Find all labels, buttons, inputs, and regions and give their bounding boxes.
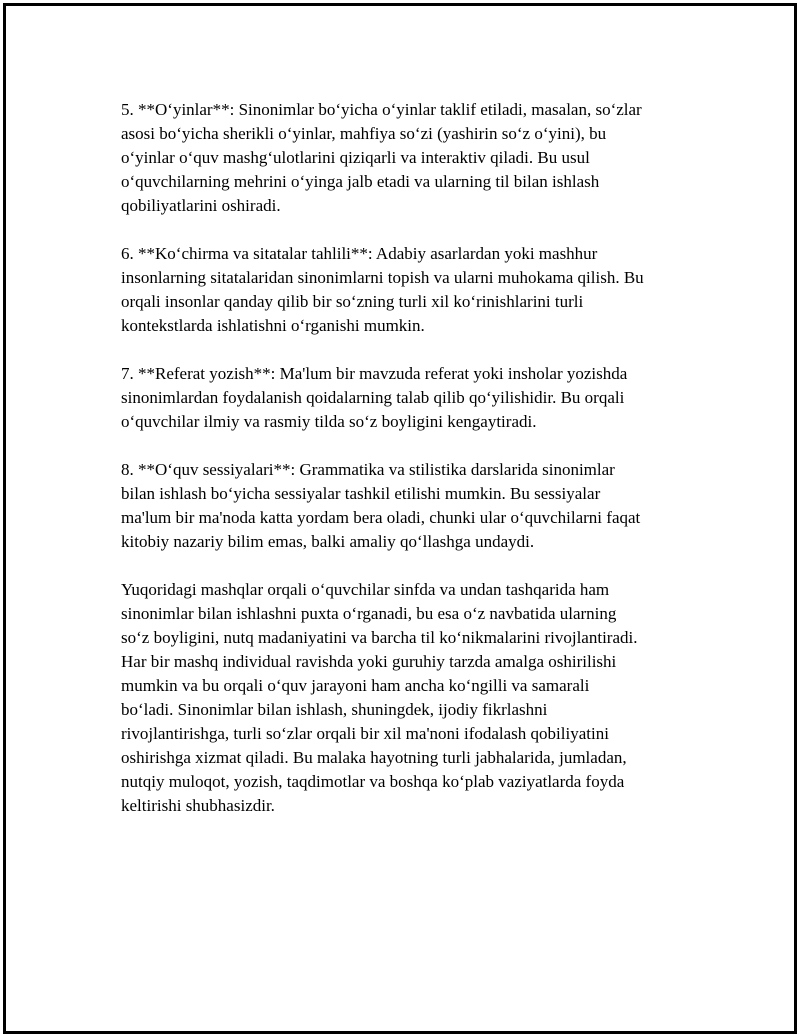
text-line: orqali insonlar qanday qilib bir so‘zning turli xil ko‘rinishlarini turli — [121, 292, 584, 311]
document-page — [3, 3, 797, 1034]
text-line: mumkin va bu orqali o‘quv jarayoni ham ancha ko‘ngilli va samarali — [121, 676, 590, 695]
text-line: oshirishga xizmat qiladi. Bu malaka hayotning turli jabhalarida, jumladan, — [121, 748, 627, 767]
text-line: nutqiy muloqot, yozish, taqdimotlar va boshqa ko‘plab vaziyatlarda foyda — [121, 772, 625, 791]
text-line: o‘quvchilar ilmiy va rasmiy tilda so‘z boyligini kengaytiradi. — [121, 412, 537, 431]
paragraph-quotes-analysis — [121, 242, 701, 338]
text-line: Yuqoridagi mashqlar orqali o‘quvchilar sinfda va undan tashqarida ham — [121, 580, 610, 599]
paragraph-conclusion — [121, 578, 701, 818]
paragraph-essay-writing — [121, 362, 701, 434]
text-line: o‘yinlar o‘quv mashg‘ulotlarini qiziqarli va interaktiv qiladi. Bu usul — [121, 148, 590, 167]
text-line: asosi bo‘yicha sherikli o‘yinlar, mahfiya so‘zi (yashirin so‘z o‘yini), bu — [121, 124, 607, 143]
paragraph-study-sessions — [121, 458, 701, 554]
document-body — [121, 98, 701, 842]
text-line: Har bir mashq individual ravishda yoki guruhiy tarzda amalga oshirilishi — [121, 652, 617, 671]
text-line: keltirishi shubhasizdir. — [121, 796, 275, 815]
text-line: 7. **Referat yozish**: Ma'lum bir mavzuda referat yoki insholar yozishda — [121, 364, 628, 383]
text-line: sinonimlardan foydalanish qoidalarning talab qilib qo‘yilishidir. Bu orqali — [121, 388, 625, 407]
text-line: kitobiy nazariy bilim emas, balki amaliy qo‘llashga undaydi. — [121, 532, 535, 551]
paragraph-games — [121, 98, 701, 218]
text-line: ma'lum bir ma'noda katta yordam bera oladi, chunki ular o‘quvchilarni faqat — [121, 508, 641, 527]
text-line: so‘z boyligini, nutq madaniyatini va barcha til ko‘nikmalarini rivojlantiradi. — [121, 628, 638, 647]
text-line: bo‘ladi. Sinonimlar bilan ishlash, shuningdek, ijodiy fikrlashni — [121, 700, 548, 719]
text-line: kontekstlarda ishlatishni o‘rganishi mumkin. — [121, 316, 425, 335]
text-line: rivojlantirishga, turli so‘zlar orqali bir xil ma'noni ifodalash qobiliyatini — [121, 724, 609, 743]
text-line: 5. **O‘yinlar**: Sinonimlar bo‘yicha o‘yinlar taklif etiladi, masalan, so‘zlar — [121, 100, 642, 119]
text-line: o‘quvchilarning mehrini o‘yinga jalb etadi va ularning til bilan ishlash — [121, 172, 600, 191]
text-line: 6. **Ko‘chirma va sitatalar tahlili**: Adabiy asarlardan yoki mashhur — [121, 244, 598, 263]
text-line: 8. **O‘quv sessiyalari**: Grammatika va stilistika darslarida sinonimlar — [121, 460, 615, 479]
text-line: qobiliyatlarini oshiradi. — [121, 196, 281, 215]
text-line: insonlarning sitatalaridan sinonimlarni topish va ularni muhokama qilish. Bu — [121, 268, 644, 287]
text-line: bilan ishlash bo‘yicha sessiyalar tashkil etilishi mumkin. Bu sessiyalar — [121, 484, 601, 503]
text-line: sinonimlar bilan ishlashni puxta o‘rganadi, bu esa o‘z navbatida ularning — [121, 604, 617, 623]
